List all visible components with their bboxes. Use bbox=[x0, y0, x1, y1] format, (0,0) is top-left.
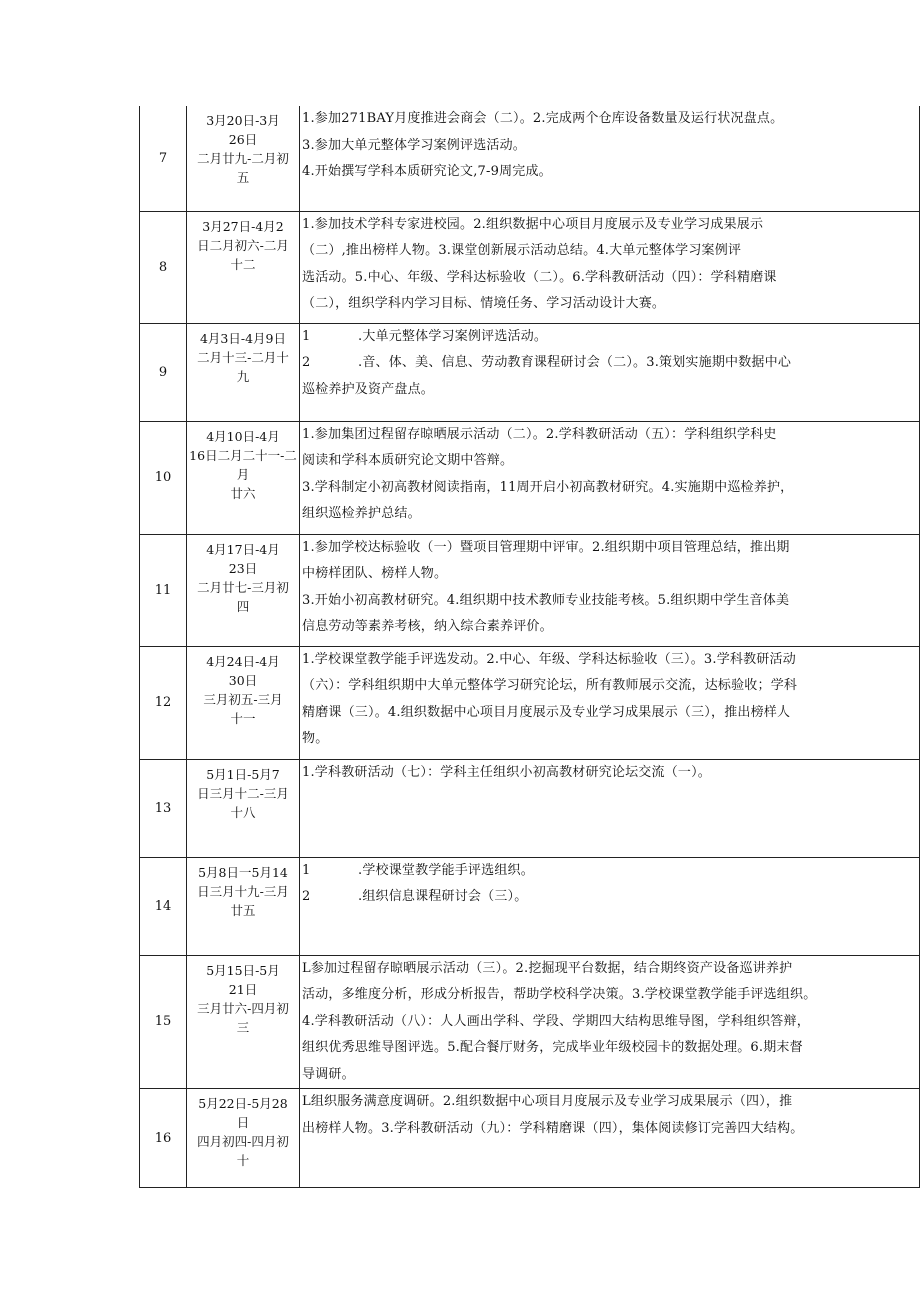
task-line: 1.参加271BAY月度推进会商会（二）。2.完成两个仓库设备数量及运行状况盘点。 bbox=[302, 111, 784, 126]
task-line: 1.参加集团过程留存晾晒展示活动（二）。2.学科教研活动（五）：学科组织学科史 bbox=[302, 426, 777, 442]
table-row bbox=[140, 1089, 920, 1188]
task-line: 信息劳动等素养考核，纳入综合素养评价。 bbox=[302, 619, 553, 634]
task-line bbox=[302, 858, 919, 885]
date-line: 十 bbox=[236, 1153, 250, 1168]
table-row bbox=[140, 759, 920, 857]
date-range bbox=[187, 1089, 300, 1188]
task-list bbox=[300, 106, 920, 211]
date-line: 21日 bbox=[228, 981, 258, 997]
task-line: 中榜样团队、榜样人物。 bbox=[302, 566, 448, 581]
date-line: 月 bbox=[236, 466, 250, 482]
date-line: 日三月十九-三月 bbox=[197, 883, 289, 899]
task-number: 2 bbox=[302, 889, 311, 904]
date-line: 二月廿九-二月初 bbox=[197, 151, 289, 166]
week-number: 13 bbox=[140, 759, 187, 857]
date-line: 5月22日-5月28 bbox=[198, 1096, 288, 1111]
task-line: 4.学科教研活动（八）：人人画出学科、学段、学期四大结构思维导图，学科组织答辩， bbox=[302, 1013, 810, 1029]
date-line: 十八 bbox=[230, 804, 256, 820]
task-list bbox=[300, 955, 920, 1089]
date-line: 30日 bbox=[228, 672, 258, 688]
date-line: 日二月初六-二月 bbox=[197, 237, 289, 253]
table-row bbox=[140, 534, 920, 646]
date-line: 26日 bbox=[228, 132, 258, 147]
date-line: 4月3日-4月9日 bbox=[199, 330, 287, 346]
task-line: 1.参加技术学科专家进校园。2.组织数据中心项目月度展示及专业学习成果展示 bbox=[302, 216, 764, 232]
date-range bbox=[187, 955, 300, 1089]
task-line: 1.学校课堂教学能手评选发动。2.中心、年级、学科达标验收（三）。3.学科教研活动 bbox=[302, 651, 796, 667]
week-number: 12 bbox=[140, 646, 187, 759]
date-line: 23日 bbox=[228, 560, 258, 576]
date-line: 16日二月二十一-二 bbox=[189, 447, 297, 463]
table-row bbox=[140, 421, 920, 534]
week-number: 11 bbox=[140, 534, 187, 646]
table-row bbox=[140, 323, 920, 421]
schedule-table bbox=[139, 106, 920, 1188]
task-number: 1 bbox=[302, 862, 311, 878]
task-line bbox=[302, 884, 919, 911]
date-line: 日 bbox=[236, 1115, 250, 1130]
date-line: 十二 bbox=[230, 256, 256, 272]
task-line: 物。 bbox=[302, 731, 329, 746]
date-line: 三 bbox=[236, 1019, 250, 1035]
week-number: 7 bbox=[140, 106, 187, 211]
task-list bbox=[300, 534, 920, 646]
table-row bbox=[140, 955, 920, 1089]
task-list bbox=[300, 646, 920, 759]
task-line: 活动，多维度分析，形成分析报告，帮助学校科学决策。3.学校课堂教学能手评选组织。 bbox=[302, 987, 817, 1002]
task-line: 4.开始撰写学科本质研究论文,7-9周完成。 bbox=[302, 164, 552, 179]
task-line: 精磨课（三）。4.组织数据中心项目月度展示及专业学习成果展示（三），推出榜样人 bbox=[302, 704, 791, 720]
date-range bbox=[187, 857, 300, 955]
date-line: 二月廿七-三月初 bbox=[197, 579, 289, 595]
date-range bbox=[187, 646, 300, 759]
table-row bbox=[140, 646, 920, 759]
task-list bbox=[300, 1089, 920, 1188]
task-line: （二）,推出榜样人物。3.课堂创新展示活动总结。4.大单元整体学习案例评 bbox=[302, 243, 742, 258]
date-line: 四月初四-四月初 bbox=[197, 1134, 289, 1149]
date-range bbox=[187, 759, 300, 857]
task-list bbox=[300, 211, 920, 323]
date-line: 5月15日-5月 bbox=[206, 962, 280, 978]
task-text: .学校课堂教学能手评选组织。 bbox=[358, 862, 534, 878]
date-range bbox=[187, 323, 300, 421]
table-row bbox=[140, 211, 920, 323]
task-line: 3.开始小初高教材研究。4.组织期中技术教师专业技能考核。5.组织期中学生音体美 bbox=[302, 592, 790, 608]
task-text: .大单元整体学习案例评选活动。 bbox=[358, 328, 548, 344]
date-line: 5月8日一5月14 bbox=[198, 864, 288, 880]
task-line: （二），组织学科内学习目标、情境任务、学习活动设计大赛。 bbox=[302, 296, 666, 311]
date-line: 九 bbox=[236, 368, 250, 384]
week-number: 9 bbox=[140, 323, 187, 421]
date-line: 五 bbox=[236, 170, 250, 185]
date-line: 3月27日-4月2 bbox=[202, 218, 284, 234]
task-line: 3.参加大单元整体学习案例评选活动。 bbox=[302, 137, 527, 153]
week-number: 8 bbox=[140, 211, 187, 323]
week-number: 16 bbox=[140, 1089, 187, 1188]
date-line: 廿五 bbox=[230, 902, 256, 918]
table-row bbox=[140, 857, 920, 955]
task-line: （六）：学科组织期中大单元整体学习研究论坛，所有教师展示交流，达标验收；学科 bbox=[302, 678, 798, 693]
table-row bbox=[140, 106, 920, 211]
task-line: 3.学科制定小初高教材阅读指南，11周开启小初高教材研究。4.实施期中巡检养护， bbox=[302, 479, 794, 495]
task-line: L参加过程留存晾晒展示活动（三）。2.挖掘现平台数据，结合期终资产设备巡讲养护 bbox=[302, 960, 793, 976]
task-line: 巡检养护及资产盘点。 bbox=[302, 381, 435, 397]
date-line: 4月17日-4月 bbox=[206, 541, 280, 557]
date-range bbox=[187, 211, 300, 323]
date-line: 二月十三-二月十 bbox=[197, 349, 289, 365]
date-range bbox=[187, 534, 300, 646]
task-line: 1.学科教研活动（七）：学科主任组织小初高教材研究论坛交流（一）。 bbox=[302, 764, 712, 780]
task-line: 组织巡检养护总结。 bbox=[302, 506, 421, 521]
task-line: 组织优秀思维导图评选。5.配合餐厅财务，完成毕业年级校园卡的数据处理。6.期末督 bbox=[302, 1040, 803, 1055]
week-number: 15 bbox=[140, 955, 187, 1089]
task-line: 选活动。5.中心、年级、学科达标验收（二）。6.学科教研活动（四）：学科精磨课 bbox=[302, 269, 777, 285]
task-line bbox=[302, 350, 919, 377]
date-line: 廿六 bbox=[230, 485, 256, 501]
task-line: 1.参加学校达标验收（一）暨项目管理期中评审。2.组织期中项目管理总结，推出期 bbox=[302, 539, 790, 555]
date-line: 三月初五-三月 bbox=[203, 691, 283, 707]
week-number: 14 bbox=[140, 857, 187, 955]
date-range bbox=[187, 106, 300, 211]
task-list bbox=[300, 759, 920, 857]
task-number: 1 bbox=[302, 328, 311, 344]
date-range bbox=[187, 421, 300, 534]
date-line: 3月20日-3月 bbox=[206, 113, 280, 128]
task-text: .音、体、美、信息、劳动教育课程研讨会（二）。3.策划实施期中数据中心 bbox=[358, 355, 792, 370]
date-line: 4月24日-4月 bbox=[206, 653, 280, 669]
task-list bbox=[300, 323, 920, 421]
week-number: 10 bbox=[140, 421, 187, 534]
date-line: 5月1日-5月7 bbox=[206, 766, 280, 782]
task-list bbox=[300, 421, 920, 534]
task-line: 阅读和学科本质研究论文期中答辩。 bbox=[302, 453, 514, 468]
task-text: .组织信息课程研讨会（三）。 bbox=[358, 889, 528, 904]
task-line bbox=[302, 324, 919, 351]
date-line: 4月10日-4月 bbox=[206, 428, 280, 444]
task-line: 导调研。 bbox=[302, 1066, 355, 1082]
date-line: 十一 bbox=[230, 710, 256, 726]
task-number: 2 bbox=[302, 355, 311, 370]
task-line: L组织服务满意度调研。2.组织数据中心项目月度展示及专业学习成果展示（四），推 bbox=[302, 1094, 793, 1109]
date-line: 三月廿六-四月初 bbox=[197, 1000, 289, 1016]
task-list bbox=[300, 857, 920, 955]
date-line: 日三月十二-三月 bbox=[197, 785, 289, 801]
date-line: 四 bbox=[236, 598, 250, 614]
task-line: 出榜样人物。3.学科教研活动（九）：学科精磨课（四），集体阅读修订完善四大结构。 bbox=[302, 1120, 804, 1136]
